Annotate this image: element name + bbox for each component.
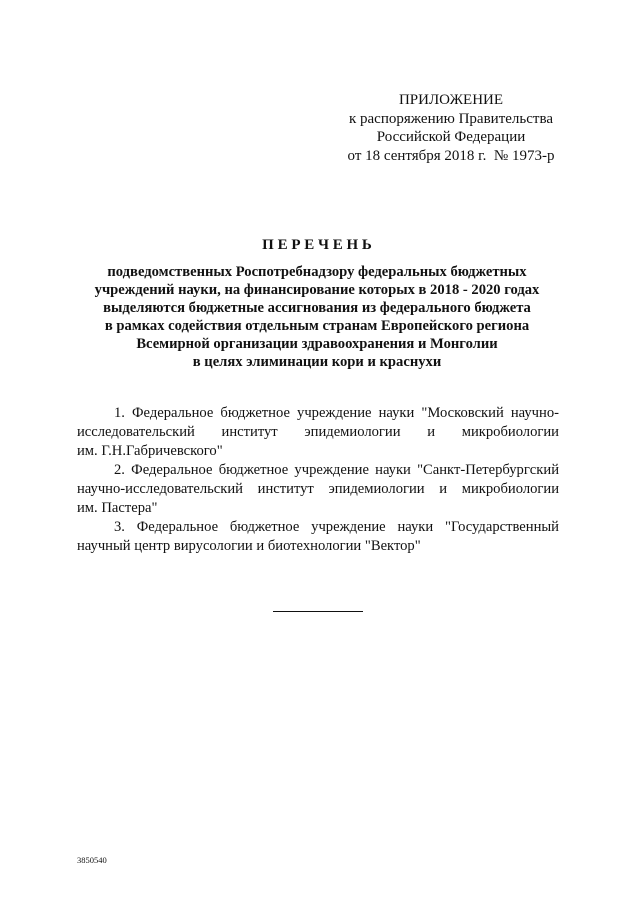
item-number: 2.: [114, 462, 125, 478]
appendix-title: ПРИЛОЖЕНИЕ: [398, 92, 504, 108]
appendix-line-federation: Российской Федерации: [376, 129, 526, 145]
appendix-block: [331, 91, 571, 165]
item-text: Федеральное бюджетное учреждение науки "Государственный научный центр вирусологии и биотехнологии "Вектор": [77, 519, 559, 554]
subtitle-line: учреждений науки, на финансирование которых в 2018 - 2020 годах: [94, 282, 540, 298]
subtitle-line: в целях элиминации кори и краснухи: [192, 354, 442, 370]
appendix-line-order: к распоряжению Правительства: [348, 110, 553, 127]
list-item: [77, 518, 559, 556]
separator-line: [273, 611, 363, 612]
subtitle-line: Всемирной организации здравоохранения и Монголии: [136, 336, 498, 352]
list-item: [77, 404, 559, 461]
appendix-line-date-number: от 18 сентября 2018 г. № 1973-р: [347, 147, 555, 164]
item-text: Федеральное бюджетное учреждение науки "Московский научно-исследовательский институт эпидемиологии и микробиологии им. Г.Н.Габричевского": [77, 405, 559, 459]
item-text: Федеральное бюджетное учреждение науки "Санкт-Петербургский научно-исследовательский институт эпидемиологии и микробиологии им. Пастера": [77, 462, 559, 516]
subtitle-line: выделяются бюджетные ассигнования из федерального бюджета: [103, 300, 531, 316]
institution-list: [77, 404, 559, 556]
list-item: [77, 461, 559, 518]
subtitle-line: подведомственных Роспотребнадзору федеральных бюджетных: [107, 264, 527, 280]
document-subtitle: [77, 263, 557, 371]
item-number: 1.: [114, 405, 125, 421]
document-title: П Е Р Е Ч Е Н Ь: [262, 237, 372, 253]
document-code: 3850540: [77, 855, 107, 865]
subtitle-line: в рамках содействия отдельным странам Европейского региона: [104, 318, 530, 334]
item-number: 3.: [114, 519, 125, 535]
